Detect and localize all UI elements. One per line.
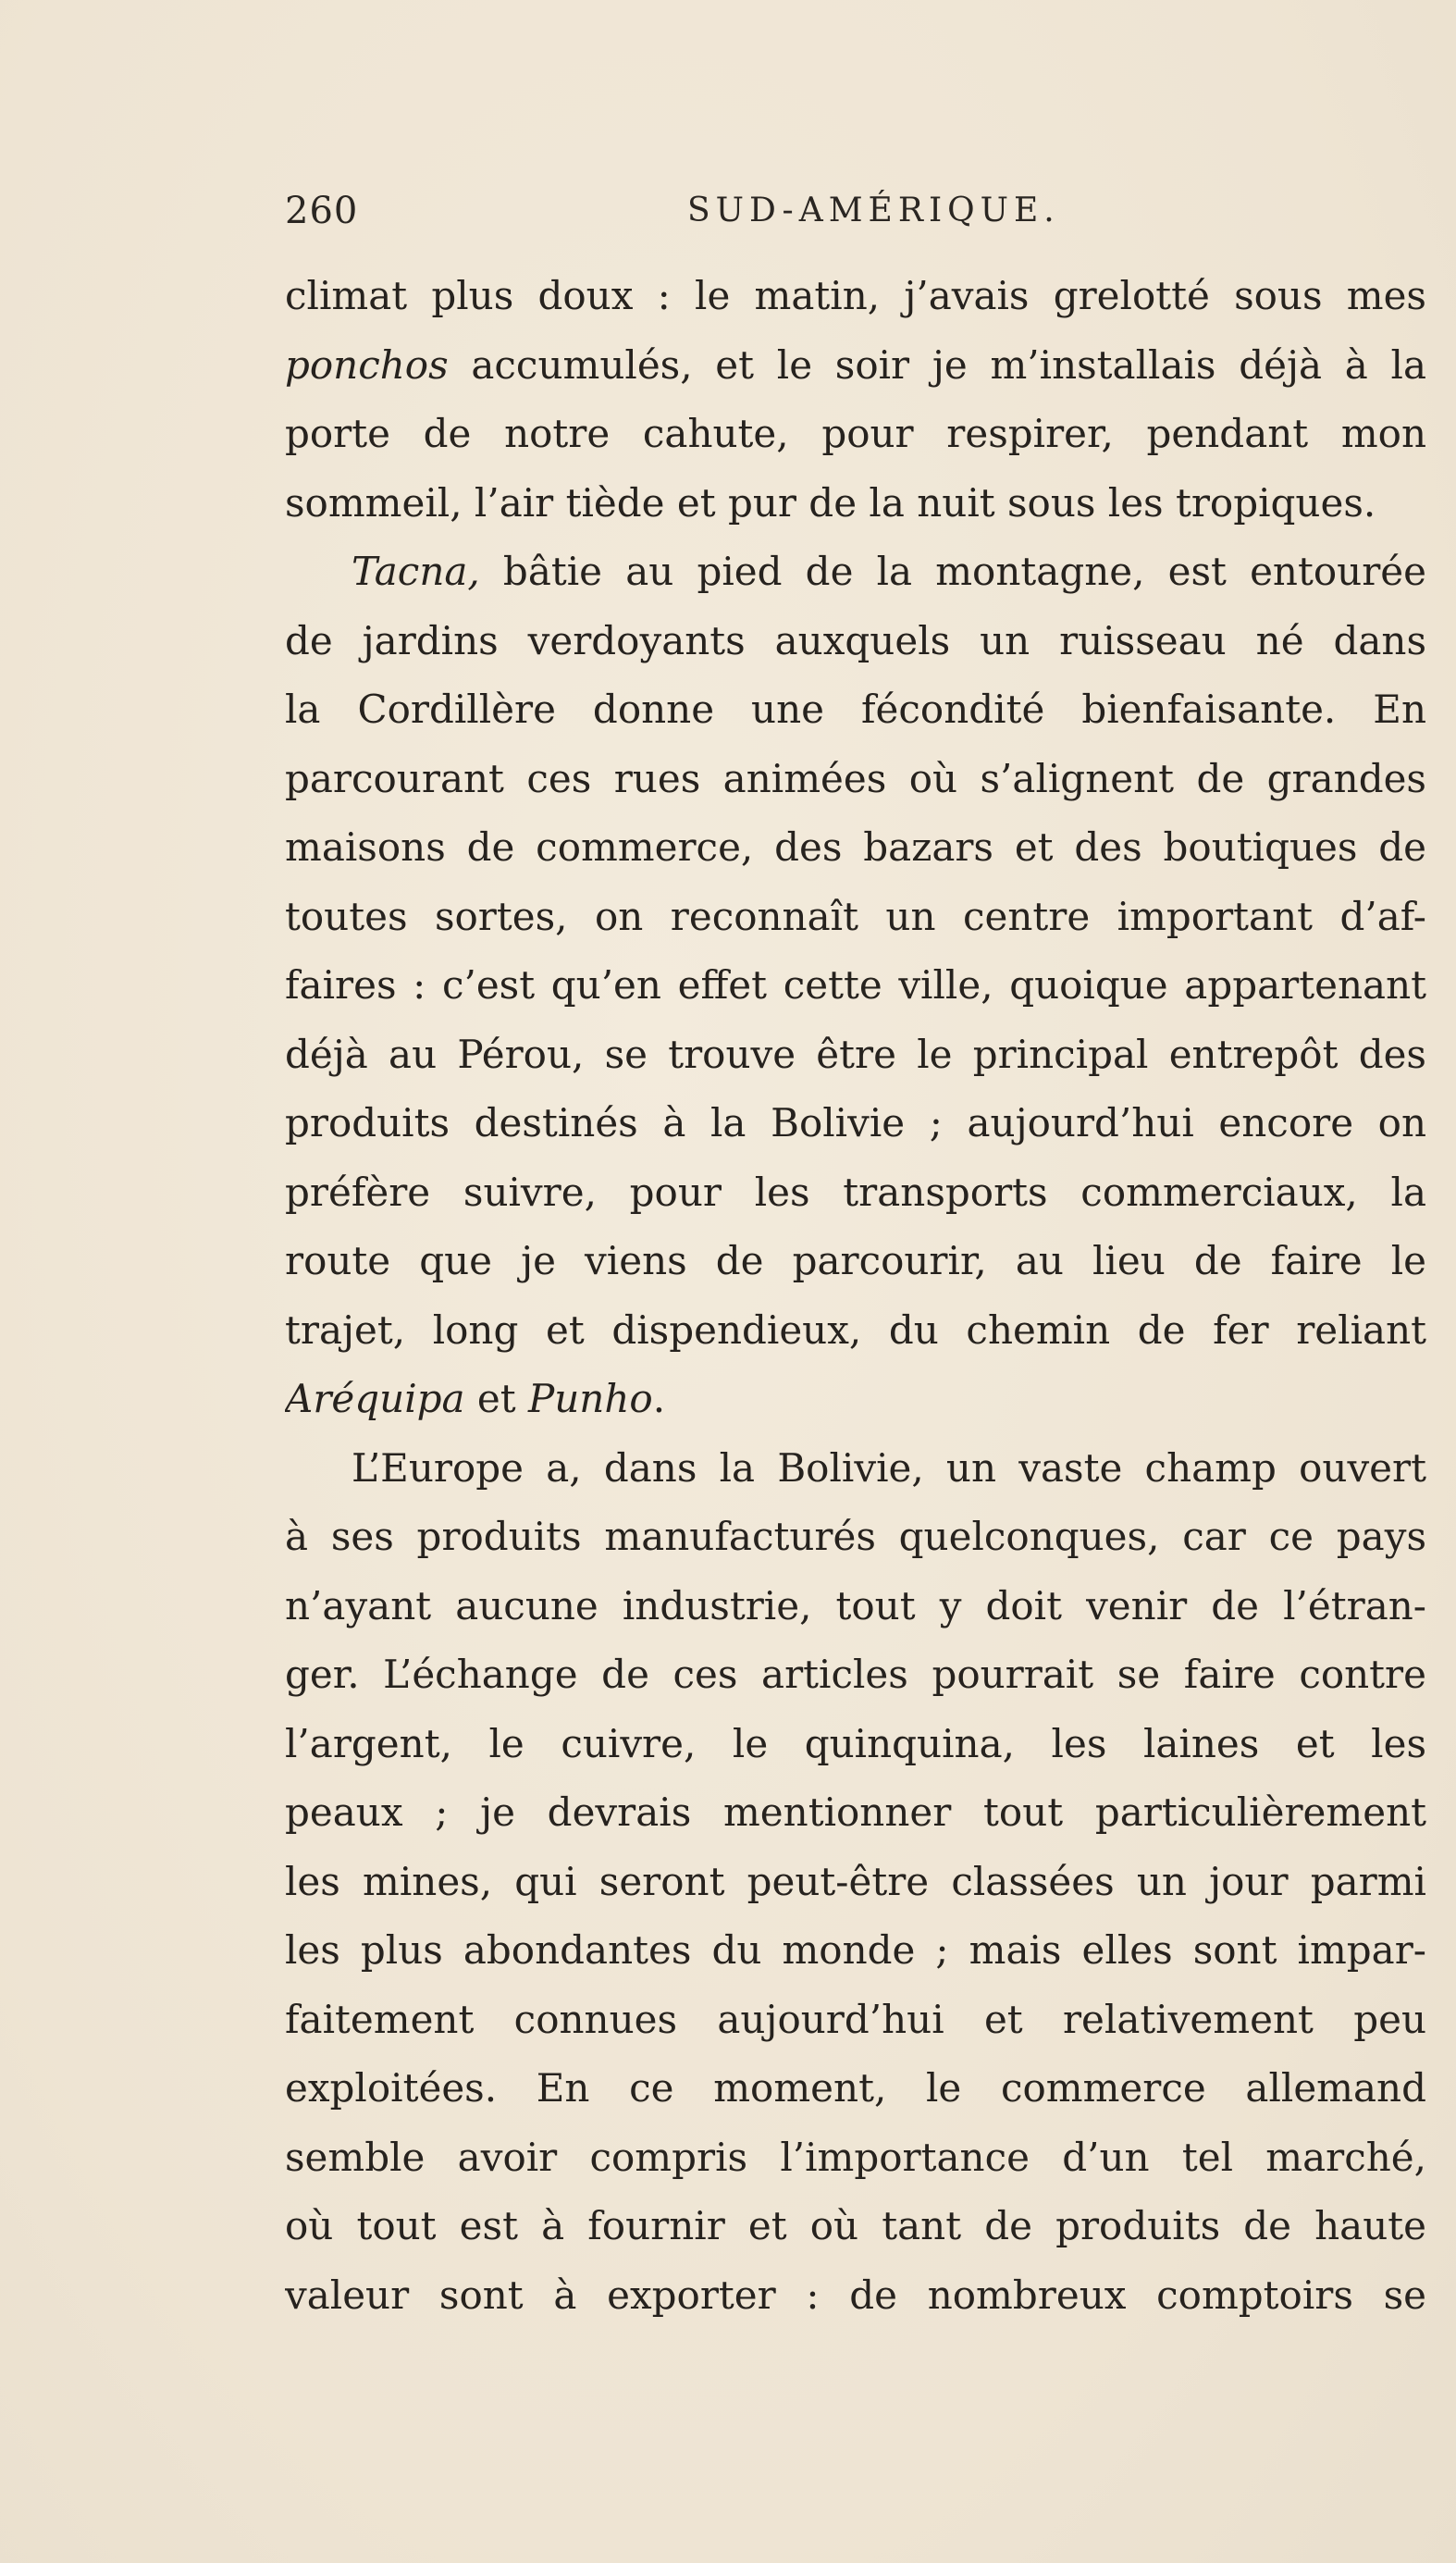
- text-line: les mines, qui seront peut-être classées un jour parmi: [285, 1858, 1426, 1904]
- text-line: semble avoir compris l’importance d’un tel marché,: [285, 2134, 1426, 2180]
- text-line: les plus abondantes du monde ; mais elles sont impar-: [285, 1927, 1426, 1973]
- text-line: L’Europe a, dans la Bolivie, un vaste champ ouvert: [352, 1444, 1426, 1491]
- text-line: maisons de commerce, des bazars et des boutiques de: [285, 824, 1426, 870]
- text-line: à ses produits manufacturés quelconques, car ce pays: [285, 1514, 1426, 1559]
- text-line: n’ayant aucune industrie, tout y doit venir de l’étran-: [285, 1582, 1426, 1628]
- text-line: la Cordillère donne une fécondité bienfaisante. En: [285, 687, 1426, 732]
- text-line: Aréquipa et Punho.: [285, 1376, 666, 1421]
- text-line: trajet, long et dispendieux, du chemin de fer reliant: [285, 1306, 1426, 1353]
- text-line: produits destinés à la Bolivie ; aujourd’hui encore on: [285, 1100, 1426, 1145]
- body-text: [285, 262, 1426, 2330]
- text-line: faitement connues aujourd’hui et relativement peu: [285, 1996, 1426, 2042]
- text-line: exploitées. En ce moment, le commerce allemand: [285, 2065, 1426, 2111]
- text-line: porte de notre cahute, pour respirer, pendant mon: [285, 411, 1426, 456]
- text-line: ger. L’échange de ces articles pourrait se faire contre: [285, 1652, 1426, 1697]
- text-line: peaux ; je devrais mentionner tout particulièrement: [285, 1789, 1426, 1835]
- text-line: sommeil, l’air tiède et pur de la nuit sous les tropiques.: [285, 479, 1376, 526]
- text-line: préfère suivre, pour les transports commerciaux, la: [285, 1169, 1426, 1215]
- page-header: [285, 190, 1432, 245]
- text-line: Tacna, bâtie au pied de la montagne, est entourée: [352, 549, 1426, 594]
- text-line: où tout est à fournir et où tant de produits de haute: [285, 2203, 1426, 2248]
- text-line: toutes sortes, on reconnaît un centre important d’af-: [285, 893, 1426, 939]
- text-line: valeur sont à exporter : de nombreux comptoirs se: [285, 2272, 1426, 2318]
- text-line: climat plus doux : le matin, j’avais grelotté sous mes: [285, 273, 1426, 318]
- running-title: SUD-AMÉRIQUE.: [687, 192, 1060, 229]
- text-line: déjà au Pérou, se trouve être le principal entrepôt des: [285, 1031, 1426, 1077]
- text-line: ponchos accumulés, et le soir je m’installais déjà à la: [285, 341, 1426, 388]
- text-line: l’argent, le cuivre, le quinquina, les laines et les: [285, 1720, 1426, 1766]
- text-line: parcourant ces rues animées où s’alignent de grandes: [285, 755, 1426, 801]
- text-line: faires : c’est qu’en effet cette ville, quoique appartenant: [285, 962, 1426, 1008]
- text-line: de jardins verdoyants auxquels un ruisseau né dans: [285, 617, 1426, 663]
- page-number: 260: [285, 190, 359, 232]
- text-line: route que je viens de parcourir, au lieu de faire le: [285, 1238, 1426, 1283]
